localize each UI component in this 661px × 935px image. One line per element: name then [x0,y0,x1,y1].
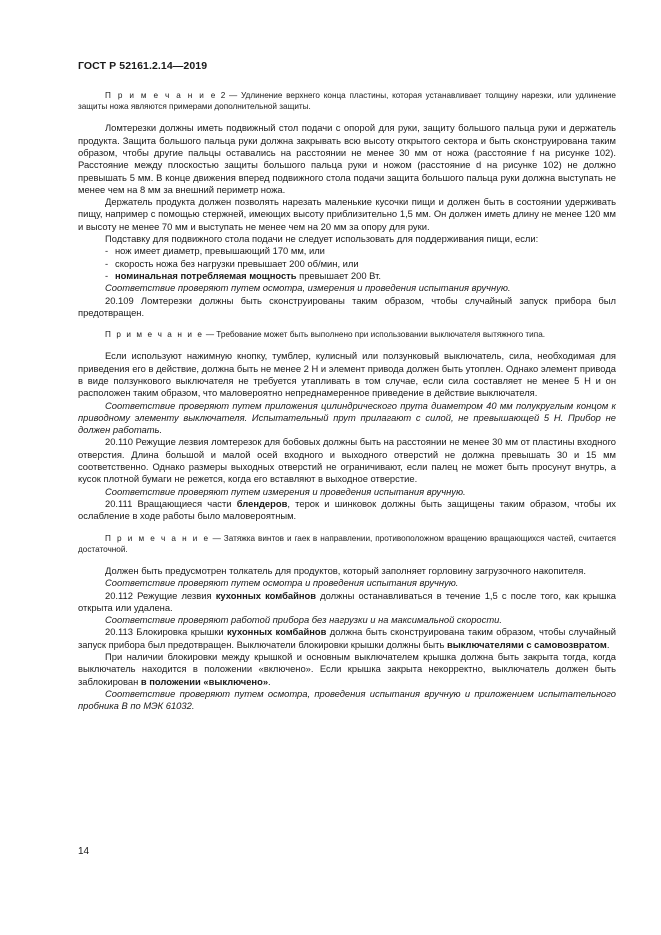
note-screw-tightening [78,533,616,555]
compliance-text: Соответствие проверяют путем осмотра и проведения испытания вручную. [105,577,459,589]
paragraph-switch-force: Если используют нажимную кнопку, тумблер, кулисный или ползунковый выключатель, сила, необходимая для приведения его в действие, должна быть не менее 2 Н и элемент привода должен быть утоплен. Однако элемент привода в виде ползункового выключателя не требуется утапливать в том случае, если сила составляет не менее 5 Н и он расположен таким образом, что маловероятно непреднамеренное приведение в действие выключателя. [78,350,616,399]
paragraph-slicer-requirements: Ломтерезки должны иметь подвижный стол подачи с опорой для руки, защиту большого пальца руки и держатель продукта. Защита большого пальца руки должна закрывать всю высоту открытого сектора и быть сконструирована таким образом, чтобы другие пальцы оставались на расстоянии не менее 30 мм от ножа (расстояние f на рисунке 102). Расстояние между плоскостью защиты большого пальца руки и ножом (расстояние d на рисунке 102) не должно превышать 5 мм. В конце движения вперед подвижного стола подачи защита большого пальца руки должна выступать не менее чем на 8 мм за внешний периметр ножа. [78,122,616,195]
note-text: 2 — Удлинение верхнего конца пластины, которая устанавливает толщину нарезки, или удлинение защиты ножа являются примерами дополнительной защиты. [78,91,616,112]
page-number: 14 [78,846,90,857]
clause-20-113 [78,626,616,651]
clause-20-112 [78,590,616,615]
clause-text: должна быть сконструирована таким образом, чтобы случайный запуск прибора был предотвращен. Выключатели блокировки крышки должны быть [78,626,617,650]
paragraph-pusher: Должен быть предусмотрен толкатель для продуктов, который заполняет горловину загрузочного накопителя. [105,564,586,576]
compliance-check [78,282,616,294]
document-header: ГОСТ Р 52161.2.14—2019 [78,60,208,72]
list-dash: - [105,257,109,269]
term-bold: номинальная потребляемая мощность [115,269,297,281]
compliance-text: Соответствие проверяют путем осмотра, проведения испытания вручную и приложением испытательного пробника В по МЭК 61032. [78,687,616,712]
clause-text: При наличии блокировки между крышкой и основным выключателем крышка должна быть закрыта тогда, когда выключатель находится в положении «включено». Если крышка закрыта некорректно, выключатель должен быть заблокирован [78,651,616,687]
note-pull-switch [78,329,616,340]
compliance-text: Соответствие проверяют работой прибора без нагрузки и на максимальной скорости. [105,614,502,626]
term-bold: кухонных комбайнов [226,626,327,638]
clause-text: должны останавливаться в течение 1,5 с после того, как крышка открыта или удалена. [78,589,616,613]
list-item-text: скорость ножа без нагрузки превышает 200 об/мин, или [115,257,359,269]
clause-text: 20.113 Блокировка крышки [105,626,227,638]
compliance-check [78,400,616,437]
compliance-check [78,577,616,589]
note-text: — Требование может быть выполнено при использовании выключателя вытяжного типа. [203,330,546,340]
paragraph-product-holder: Держатель продукта должен позволять нарезать маленькие кусочки пищи и должен быть в состоянии удерживать пищу, например с помощью стержней, имеющих высоту приблизительно 1,5 мм. Он должен иметь длину не менее 120 мм и высоту не менее 70 мм и выступать не менее чем на 20 мм за опору для руки. [78,196,616,232]
compliance-check [78,486,616,498]
term-bold: блендеров [236,497,288,509]
list-item-text: превышает 200 Вт. [296,269,381,281]
clause-20-111 [78,498,616,523]
clause-text: . [606,638,610,650]
compliance-text: Соответствие проверяют путем измерения и проведения испытания вручную. [105,485,466,497]
clause-text: , терок и шинковок должны быть защищены таким образом, чтобы их ослабление в ходе работы было маловероятным. [78,497,616,522]
clause-20-109: 20.109 Ломтерезки должны быть сконструированы таким образом, чтобы случайный запуск прибора был предотвращен. [78,294,616,318]
clause-text: 20.112 Режущие лезвия [105,589,216,601]
paragraph-interlock [78,651,616,688]
clause-text: . [268,675,271,687]
clause-20-110: 20.110 Режущие лезвия ломтерезок для бобовых должны быть на расстоянии не менее 30 мм от пластины входного отверстия. Длина большой и малой осей входного и выходного отверстий не должна превышать 30 и 15 мм соответственно. Однако размеры выходных отверстий не ограничивают, если палец не может быть просунут внутрь, а кусок плотной бумаги не режется, когда его вставляют в выходное отверстие. [78,436,616,485]
list-dash: - [105,269,109,281]
note-text: — Затяжка винтов и гаек в направлении, противоположном вращению вращающихся частей, считается достаточной. [78,533,616,554]
compliance-text: Соответствие проверяют путем осмотра, измерения и проведения испытания вручную. [105,282,511,294]
term-bold: выключателями с самовозвратом [446,638,607,650]
term-bold: кухонных комбайнов [215,589,317,601]
compliance-check [78,688,616,713]
list-item-text: нож имеет диаметр, превышающий 170 мм, или [115,245,325,257]
list-item [78,258,616,270]
list-item [78,245,616,257]
compliance-text: Соответствие проверяют путем приложения цилиндрического прута диаметром 40 мм полукруглым концом к приводному элементу выключателя. Испытательный прут прилагают с силой, не превышающей 5 Н. Прибор не должен работать. [78,399,616,436]
term-bold: в положении «выключено» [140,675,269,687]
note-label: П р и м е ч а н и е [105,330,204,340]
paragraph-carriage-support: Подставку для подвижного стола подачи не следует использовать для поддерживания пищи, если: [105,233,539,245]
clause-text: 20.111 Вращающиеся части [105,497,237,509]
document-body [78,90,616,712]
conditions-list [78,245,616,282]
note-2 [78,90,616,112]
note-label: П р и м е ч а н и е [105,533,210,543]
compliance-check [78,614,616,626]
list-dash: - [105,245,109,257]
list-item [78,270,616,282]
note-label: П р и м е ч а н и е [105,91,217,100]
